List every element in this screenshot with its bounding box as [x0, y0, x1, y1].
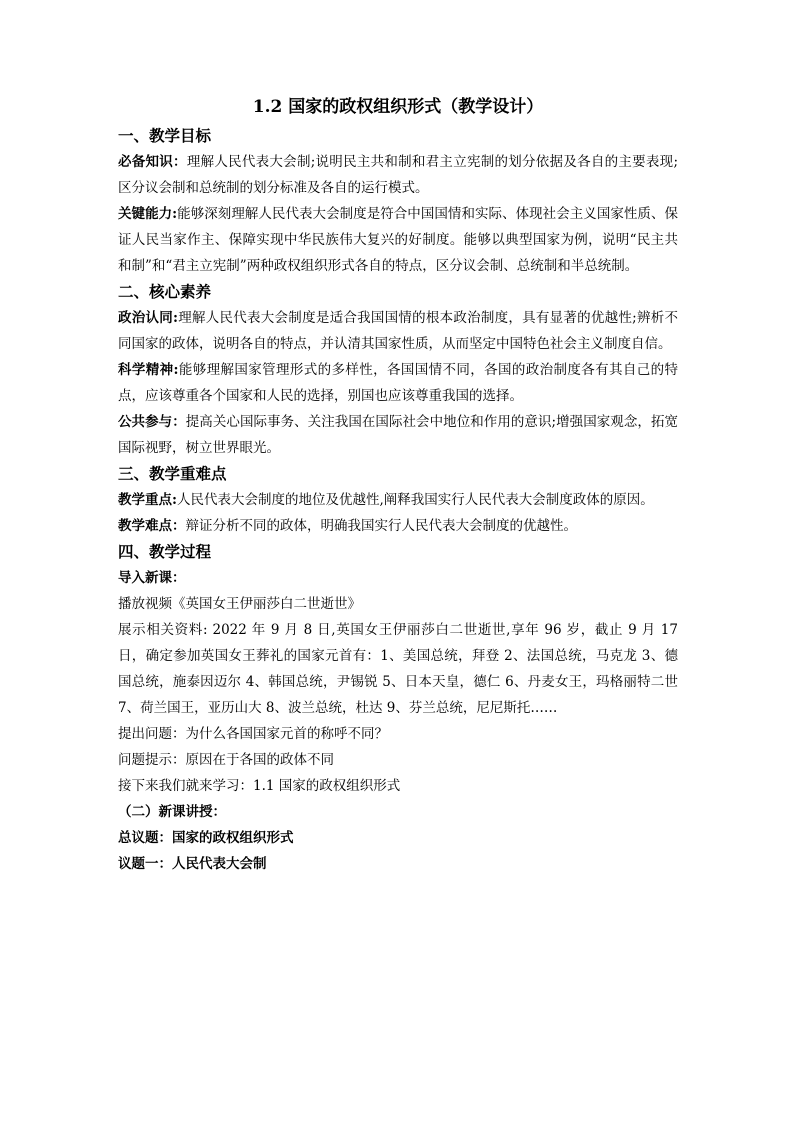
paragraph-scientific-spirit	[118, 357, 678, 409]
text-scientific-spirit: 能够理解国家管理形式的多样性，各国国情不同，各国的政治制度各有其自己的特点，应该尊重各个国家和人民的选择，别国也应该尊重我国的选择。	[118, 362, 679, 404]
paragraph-essential-knowledge	[118, 149, 678, 201]
topic-one-line: 议题一：人民代表大会制	[118, 856, 267, 872]
label-teaching-focus: 教学重点:	[118, 492, 177, 508]
label-political-identity: 政治认同:	[118, 310, 179, 326]
next-line: 接下来我们就来学习：1.1 国家的政权组织形式	[118, 778, 401, 794]
section-heading-core-literacy: 二、核心素养	[118, 282, 212, 301]
label-scientific-spirit: 科学精神:	[118, 362, 179, 378]
paragraph-teaching-focus	[118, 487, 678, 513]
section-heading-teaching-process: 四、教学过程	[118, 542, 212, 561]
text-teaching-focus: 人民代表大会制度的地位及优越性,阐释我国实行人民代表大会制度政体的原因。	[176, 492, 654, 508]
video-line: 播放视频《英国女王伊丽莎白二世逝世》	[118, 596, 361, 612]
label-key-ability: 关键能力:	[118, 206, 178, 222]
paragraph-key-ability	[118, 201, 678, 279]
document-page	[118, 95, 678, 877]
document-title: 1.2 国家的政权组织形式（教学设计）	[252, 97, 544, 117]
paragraph-political-identity	[118, 305, 678, 357]
label-essential-knowledge: 必备知识：	[118, 154, 187, 170]
text-essential-knowledge: 理解人民代表大会制;说明民主共和制和君主立宪制的划分依据及各自的主要表现;区分议会制和总统制的划分标准及各自的运行模式。	[118, 154, 678, 196]
hint-line: 问题提示：原因在于各国的政体不同	[118, 752, 334, 768]
section-heading-teaching-goals: 一、教学目标	[118, 126, 212, 145]
paragraph-public-participation	[118, 409, 678, 461]
text-public-participation: 提高关心国际事务、关注我国在国际社会中地位和作用的意识;增强国家观念，拓宽国际视野，树立世界眼光。	[118, 414, 678, 456]
text-key-ability: 能够深刻理解人民代表大会制度是符合中国国情和实际、体现社会主义国家性质、保证人民当家作主、保障实现中华民族伟大复兴的好制度。能够以典型国家为例，说明“民主共和制”和“君主立宪制”两种政权组织形式各自的特点，区分议会制、总统制和半总统制。	[118, 206, 679, 274]
text-political-identity: 理解人民代表大会制度是适合我国国情的根本政治制度，具有显著的优越性;辨析不同国家的政体，说明各自的特点，并认清其国家性质，从而坚定中国特色社会主义制度自信。	[118, 310, 678, 352]
paragraph-teaching-difficulty	[118, 513, 678, 539]
section-heading-key-points: 三、教学重难点	[118, 464, 227, 483]
intro-label: 导入新课：	[118, 570, 186, 586]
label-teaching-difficulty: 教学难点：	[118, 518, 186, 534]
label-public-participation: 公共参与：	[118, 414, 186, 430]
general-topic-line: 总议题：国家的政权组织形式	[118, 830, 294, 846]
question-line: 提出问题：为什么各国国家元首的称呼不同？	[118, 726, 388, 742]
material-paragraph: 展示相关资料: 2022 年 9 月 8 日,英国女王伊丽莎白二世逝世,享年 96 岁，截止 9 月 17 日，确定参加英国女王葬礼的国家元首有：1、美国总统，拜登 2、法国总统，马克龙 3、德国总统，施泰因迈尔 4、韩国总统，尹锡锐 5、日本天皇，德仁 6、丹麦女王，玛格丽特二世 7、荷兰国王，亚历山大 8、波兰总统，杜达 9、芬兰总统，尼尼斯托……	[118, 622, 678, 716]
new-lesson-heading: （二）新课讲授：	[118, 804, 226, 820]
text-teaching-difficulty: 辩证分析不同的政体，明确我国实行人民代表大会制度的优越性。	[185, 518, 577, 534]
